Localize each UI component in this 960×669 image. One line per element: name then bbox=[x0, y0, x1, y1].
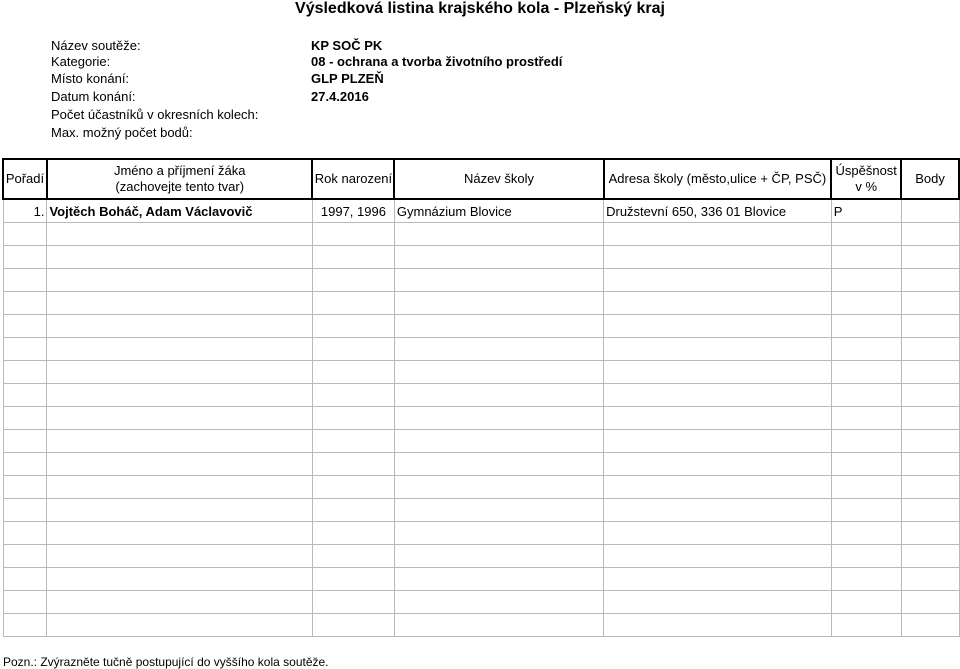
empty-cell bbox=[604, 315, 832, 338]
empty-cell bbox=[394, 246, 603, 269]
category-value: 08 - ochrana a tvorba životního prostředí bbox=[311, 54, 563, 69]
empty-cell bbox=[831, 545, 901, 568]
empty-cell bbox=[901, 246, 959, 269]
empty-table-row bbox=[3, 292, 959, 315]
empty-cell bbox=[394, 522, 603, 545]
empty-cell bbox=[47, 499, 313, 522]
empty-cell bbox=[394, 614, 603, 637]
empty-cell bbox=[604, 545, 832, 568]
empty-table-row bbox=[3, 384, 959, 407]
empty-cell bbox=[312, 568, 394, 591]
empty-cell bbox=[831, 292, 901, 315]
empty-cell bbox=[604, 338, 832, 361]
empty-cell bbox=[831, 338, 901, 361]
empty-cell bbox=[47, 568, 313, 591]
participants-label: Počet účastníků v okresních kolech: bbox=[51, 107, 259, 122]
empty-cell bbox=[47, 407, 313, 430]
empty-table-row bbox=[3, 522, 959, 545]
empty-cell bbox=[47, 361, 313, 384]
empty-cell bbox=[604, 384, 832, 407]
competition-label: Název soutěže: bbox=[51, 38, 141, 53]
cell-points bbox=[901, 199, 959, 223]
empty-cell bbox=[47, 545, 313, 568]
empty-cell bbox=[312, 292, 394, 315]
empty-cell bbox=[3, 407, 47, 430]
header-points: Body bbox=[901, 159, 959, 199]
empty-cell bbox=[312, 545, 394, 568]
empty-cell bbox=[3, 361, 47, 384]
empty-cell bbox=[604, 453, 832, 476]
empty-cell bbox=[3, 384, 47, 407]
empty-cell bbox=[831, 568, 901, 591]
date-label: Datum konání: bbox=[51, 89, 136, 104]
empty-cell bbox=[394, 338, 603, 361]
empty-cell bbox=[901, 499, 959, 522]
header-school: Název školy bbox=[394, 159, 603, 199]
empty-cell bbox=[604, 568, 832, 591]
empty-cell bbox=[3, 499, 47, 522]
header-success: Úspěšnost v % bbox=[831, 159, 901, 199]
empty-cell bbox=[312, 499, 394, 522]
empty-cell bbox=[312, 522, 394, 545]
empty-cell bbox=[901, 338, 959, 361]
empty-cell bbox=[394, 269, 603, 292]
empty-cell bbox=[901, 407, 959, 430]
empty-cell bbox=[604, 269, 832, 292]
empty-cell bbox=[47, 292, 313, 315]
empty-cell bbox=[47, 246, 313, 269]
empty-table-row bbox=[3, 269, 959, 292]
empty-cell bbox=[831, 246, 901, 269]
empty-cell bbox=[3, 453, 47, 476]
empty-cell bbox=[831, 384, 901, 407]
empty-cell bbox=[831, 499, 901, 522]
page-title: Výsledková listina krajského kola - Plzeňský kraj bbox=[295, 0, 665, 17]
empty-cell bbox=[901, 522, 959, 545]
empty-cell bbox=[394, 545, 603, 568]
empty-cell bbox=[901, 384, 959, 407]
empty-cell bbox=[312, 430, 394, 453]
empty-cell bbox=[394, 292, 603, 315]
empty-cell bbox=[47, 269, 313, 292]
header-name: Jméno a příjmení žáka (zachovejte tento tvar) bbox=[47, 159, 313, 199]
empty-cell bbox=[312, 476, 394, 499]
empty-cell bbox=[3, 246, 47, 269]
empty-table-row bbox=[3, 499, 959, 522]
empty-cell bbox=[3, 315, 47, 338]
empty-cell bbox=[604, 591, 832, 614]
header-address: Adresa školy (město,ulice + ČP, PSČ) bbox=[604, 159, 832, 199]
venue-label: Místo konání: bbox=[51, 71, 130, 86]
empty-cell bbox=[901, 545, 959, 568]
empty-cell bbox=[604, 522, 832, 545]
empty-cell bbox=[312, 315, 394, 338]
empty-cell bbox=[3, 292, 47, 315]
empty-cell bbox=[604, 223, 832, 246]
empty-table-row bbox=[3, 545, 959, 568]
results-table bbox=[2, 158, 960, 637]
cell-school: Gymnázium Blovice bbox=[394, 199, 603, 223]
venue-value: GLP PLZEŇ bbox=[311, 71, 384, 86]
empty-table-row bbox=[3, 476, 959, 499]
empty-table-row bbox=[3, 430, 959, 453]
empty-cell bbox=[394, 499, 603, 522]
empty-cell bbox=[3, 545, 47, 568]
empty-cell bbox=[312, 269, 394, 292]
empty-table-row bbox=[3, 407, 959, 430]
empty-cell bbox=[394, 430, 603, 453]
empty-cell bbox=[831, 591, 901, 614]
empty-cell bbox=[3, 591, 47, 614]
empty-cell bbox=[394, 315, 603, 338]
empty-table-row bbox=[3, 246, 959, 269]
empty-table-row bbox=[3, 315, 959, 338]
empty-cell bbox=[394, 384, 603, 407]
cell-address: Družstevní 650, 336 01 Blovice bbox=[604, 199, 832, 223]
empty-cell bbox=[831, 476, 901, 499]
date-value: 27.4.2016 bbox=[311, 89, 369, 104]
empty-cell bbox=[312, 591, 394, 614]
empty-cell bbox=[604, 407, 832, 430]
empty-cell bbox=[901, 568, 959, 591]
empty-cell bbox=[831, 315, 901, 338]
empty-cell bbox=[831, 407, 901, 430]
empty-cell bbox=[604, 292, 832, 315]
empty-cell bbox=[831, 430, 901, 453]
table-header-row bbox=[3, 159, 959, 199]
empty-cell bbox=[831, 614, 901, 637]
cell-success: P bbox=[831, 199, 901, 223]
empty-cell bbox=[604, 430, 832, 453]
empty-table-row bbox=[3, 223, 959, 246]
footnote: Pozn.: Zvýrazněte tučně postupující do vyššího kola soutěže. bbox=[3, 655, 329, 669]
empty-cell bbox=[394, 407, 603, 430]
empty-cell bbox=[901, 453, 959, 476]
empty-cell bbox=[604, 476, 832, 499]
max-points-label: Max. možný počet bodů: bbox=[51, 125, 193, 140]
empty-cell bbox=[604, 499, 832, 522]
empty-cell bbox=[901, 223, 959, 246]
empty-table-row bbox=[3, 614, 959, 637]
empty-cell bbox=[47, 476, 313, 499]
empty-cell bbox=[3, 522, 47, 545]
empty-cell bbox=[3, 476, 47, 499]
empty-cell bbox=[47, 430, 313, 453]
empty-cell bbox=[312, 361, 394, 384]
empty-cell bbox=[901, 269, 959, 292]
empty-cell bbox=[3, 568, 47, 591]
empty-cell bbox=[312, 338, 394, 361]
empty-cell bbox=[312, 453, 394, 476]
header-order: Pořadí bbox=[3, 159, 47, 199]
empty-cell bbox=[604, 246, 832, 269]
empty-cell bbox=[831, 223, 901, 246]
empty-cell bbox=[312, 384, 394, 407]
empty-cell bbox=[312, 614, 394, 637]
empty-cell bbox=[47, 384, 313, 407]
category-label: Kategorie: bbox=[51, 54, 111, 69]
empty-cell bbox=[831, 453, 901, 476]
empty-cell bbox=[47, 591, 313, 614]
empty-cell bbox=[47, 522, 313, 545]
empty-cell bbox=[831, 522, 901, 545]
empty-table-row bbox=[3, 591, 959, 614]
empty-cell bbox=[3, 614, 47, 637]
empty-cell bbox=[901, 430, 959, 453]
empty-cell bbox=[47, 614, 313, 637]
cell-name: Vojtěch Boháč, Adam Václavovič bbox=[47, 199, 313, 223]
cell-birth: 1997, 1996 bbox=[312, 199, 394, 223]
empty-cell bbox=[3, 269, 47, 292]
empty-cell bbox=[901, 591, 959, 614]
empty-cell bbox=[901, 315, 959, 338]
empty-cell bbox=[47, 338, 313, 361]
empty-cell bbox=[47, 223, 313, 246]
empty-table-row bbox=[3, 568, 959, 591]
empty-table-row bbox=[3, 361, 959, 384]
empty-cell bbox=[604, 614, 832, 637]
table-row bbox=[3, 199, 959, 223]
empty-cell bbox=[394, 361, 603, 384]
empty-cell bbox=[604, 361, 832, 384]
empty-cell bbox=[3, 430, 47, 453]
header-birth: Rok narození bbox=[312, 159, 394, 199]
empty-cell bbox=[901, 361, 959, 384]
cell-order: 1. bbox=[3, 199, 47, 223]
empty-cell bbox=[394, 568, 603, 591]
empty-cell bbox=[394, 476, 603, 499]
empty-table-row bbox=[3, 453, 959, 476]
empty-cell bbox=[312, 223, 394, 246]
empty-cell bbox=[3, 338, 47, 361]
empty-cell bbox=[394, 223, 603, 246]
empty-table-row bbox=[3, 338, 959, 361]
empty-cell bbox=[901, 614, 959, 637]
competition-value: KP SOČ PK bbox=[311, 38, 383, 53]
empty-cell bbox=[312, 246, 394, 269]
empty-cell bbox=[47, 453, 313, 476]
empty-cell bbox=[47, 315, 313, 338]
empty-cell bbox=[394, 591, 603, 614]
empty-cell bbox=[901, 476, 959, 499]
empty-cell bbox=[831, 269, 901, 292]
empty-cell bbox=[831, 361, 901, 384]
empty-cell bbox=[3, 223, 47, 246]
empty-cell bbox=[394, 453, 603, 476]
empty-cell bbox=[901, 292, 959, 315]
empty-cell bbox=[312, 407, 394, 430]
